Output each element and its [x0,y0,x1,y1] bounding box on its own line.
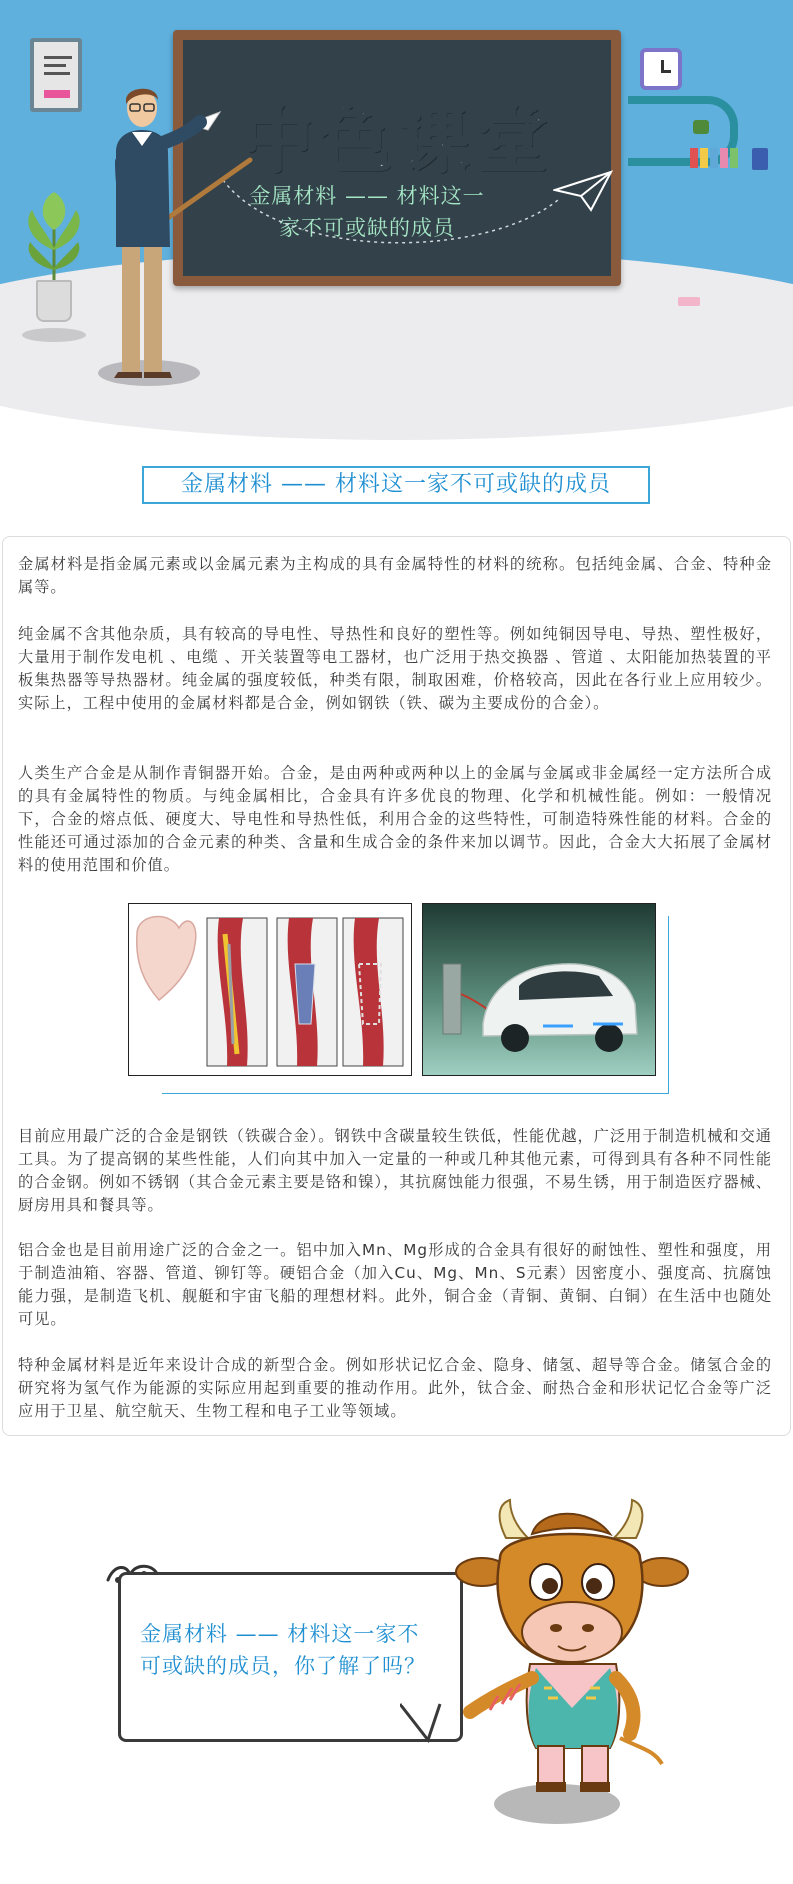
book-icon [700,148,708,168]
cow-mascot [440,1498,700,1808]
clock-icon [640,48,682,90]
bubble-text [140,1618,450,1682]
stent-image [128,903,412,1076]
bubble-line1: 金属材料 —— 材料这一家不 [140,1622,420,1646]
plant-pot [36,280,72,322]
small-plant-icon [693,120,709,134]
book-icon [730,148,738,168]
book-icon [720,148,728,168]
board-subtitle-line2: 家不可或缺的成员 [279,216,455,240]
bubble-line2: 可或缺的成员，你了解了吗？ [140,1654,426,1678]
paragraph-intro: 金属材料是指金属元素或以金属元素为主构成的具有金属特性的材料的统称。包括纯金属、合金、特种金属等。 [18,555,772,596]
paragraph-steel: 目前应用最广泛的合金是钢铁（铁碳合金）。钢铁中含碳量较生铁低，性能优越，广泛用于制造机械和交通工具。为了提高钢的某些性能，人们向其中加入一定量的一种或几种其他元素，可得到具有各种不同性能的合金钢。例如不锈钢（其合金元素主要是铬和镍），其抗腐蚀能力很强，不易生锈，用于制造医疗器械、厨房用具和餐具等。 [18,1127,772,1214]
plant-shadow [22,328,86,342]
board-title: 中色课堂 [240,101,553,181]
paragraph-special-metal: 特种金属材料是近年来设计合成的新型合金。例如形状记忆合金、隐身、储氢、超导等合金。储氢合金的研究将为氢气作为能源的实际应用起到重要的推动作用。此外，钛合金、耐热合金和形状记忆合金等广泛应用于卫星、航空航天、生物工程和电子工业等领域。 [18,1356,772,1420]
board-subtitle-line1: 金属材料 —— 材料这一 [249,184,485,208]
pencil-cup-icon [752,148,768,170]
book-icon [690,148,698,168]
paragraph-pure-metal: 纯金属不含其他杂质，具有较高的导电性、导热性和良好的塑性等。例如纯铜因导电、导热、塑性极好，大量用于制作发电机 、电缆 、开关装置等电工器材，也广泛用于热交换器 、管道 、太阳能加热装置的平板集热器等导热器材。纯金属的强度较低，种类有限，制取困难，价格较高，因此在各行业上应用较少。实际上，工程中使用的金属材料都是合金，例如钢铁（铁、碳为主要成份的合金）。 [18,625,772,712]
paragraph-alloy: 人类生产合金是从制作青铜器开始。合金，是由两种或两种以上的金属与金属或非金属经一定方法所合成的具有金属特性的物质。与纯金属相比，合金具有许多优良的物理、化学和机械性能。例如：一般情况下，合金的熔点低、硬度大、导电性和导热性低，利用合金的这些特性，可制造特殊性能的材料。合金的性能还可通过添加的合金元素的种类、含量和生成合金的条件来加以调节。因此，合金大大拓展了金属材料的使用范围和价值。 [18,764,772,874]
chalk-dotted-arc [223,150,563,260]
notice-board-icon [30,38,82,112]
paragraph-aluminum: 铝合金也是目前用途广泛的合金之一。铝中加入Mn、Mg形成的合金具有很好的耐蚀性、塑性和强度，用于制造油箱、容器、管道、铆钉等。硬铝合金（加入Cu、Mg、Mn、S元素）因密度小、强度高、抗腐蚀能力强，是制造飞机、舰艇和宇宙飞船的理想材料。此外，铜合金（青铜、黄铜、白铜）在生活中也随处可见。 [18,1241,772,1328]
header-banner [0,0,793,440]
potted-plant-icon [18,190,90,290]
electric-car-image [422,903,656,1076]
section-title: 金属材料 —— 材料这一家不可或缺的成员 [142,466,650,504]
teacher-figure [108,82,258,382]
book-icon [710,148,718,168]
chalk-eraser [678,297,700,306]
